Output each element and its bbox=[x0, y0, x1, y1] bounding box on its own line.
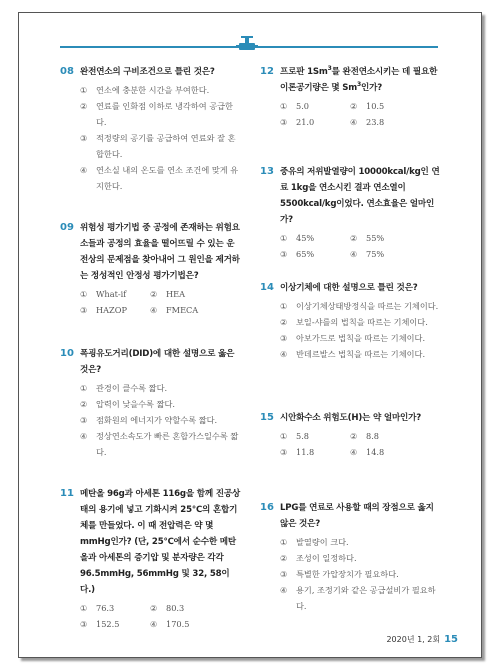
question-text: 프로판 1Sm$^3$를 완전연소시키는 데 필요한 이론공기량은 몇 Sm$^3$인가? bbox=[280, 65, 438, 93]
exam-date: 2020년 1, 2회 bbox=[386, 635, 441, 644]
option-1[interactable]: ① 연소에 충분한 시간을 부여한다. bbox=[80, 85, 210, 95]
option-3[interactable]: ③ 65% bbox=[280, 249, 315, 259]
option-2[interactable]: ② 10.5 bbox=[350, 101, 385, 111]
question-text: 이상기체에 대한 설명으로 틀린 것은? bbox=[280, 283, 418, 293]
question-text: 메탄올 96g과 아세톤 116g을 함께 진공상태의 용기에 넣고 기화시켜 25℃의 혼합기체를 만들었다. 이 때 전압력은 약 몇 mmHg인가? (단, 25℃에서 순수한 메탄올과 아세톤의 증기압 및 분자량은 각각 96.5mmHg, 56mmHg 및 32, 58이다.) bbox=[80, 489, 241, 595]
option-4[interactable]: ④ 14.8 bbox=[350, 447, 385, 457]
page-footer bbox=[386, 634, 458, 645]
question-11 bbox=[60, 486, 242, 632]
question-text: 완전연소의 구비조건으로 틀린 것은? bbox=[80, 67, 215, 77]
question-number: 10 bbox=[60, 348, 74, 359]
option-3[interactable]: ③ 점화원의 에너지가 약할수록 짧다. bbox=[80, 415, 218, 425]
option-2[interactable]: ② 8.8 bbox=[350, 431, 380, 441]
question-number: 14 bbox=[260, 282, 274, 293]
option-1[interactable]: ① 발열량이 크다. bbox=[280, 537, 349, 547]
option-1[interactable]: ① What-if bbox=[80, 289, 127, 299]
question-number: 13 bbox=[260, 166, 274, 177]
question-14 bbox=[260, 280, 442, 362]
option-2[interactable]: ② 압력이 낮을수록 짧다. bbox=[80, 399, 175, 409]
option-3[interactable]: ③ 아보가드로 법칙을 따르는 기체이다. bbox=[280, 333, 426, 343]
option-1[interactable]: ① 관경이 클수록 짧다. bbox=[80, 383, 168, 393]
question-13 bbox=[260, 164, 442, 262]
option-4[interactable]: ④ 연소실 내의 온도를 연소 조건에 맞게 유지한다. bbox=[80, 165, 239, 191]
option-3[interactable]: ③ 특별한 가압장치가 필요하다. bbox=[280, 569, 399, 579]
page-number: 15 bbox=[444, 634, 458, 645]
option-2[interactable]: ② 연료를 인화점 이하로 냉각하여 공급한다. bbox=[80, 101, 233, 127]
question-number: 12 bbox=[260, 66, 274, 77]
question-16 bbox=[260, 500, 442, 614]
question-number: 08 bbox=[60, 66, 74, 77]
question-08 bbox=[60, 64, 242, 194]
option-1[interactable]: ① 5.8 bbox=[280, 431, 310, 441]
option-3[interactable]: ③ 152.5 bbox=[80, 619, 120, 629]
question-09 bbox=[60, 220, 242, 318]
question-15 bbox=[260, 410, 442, 460]
option-4[interactable]: ④ 75% bbox=[350, 249, 385, 259]
question-number: 15 bbox=[260, 412, 274, 423]
option-4[interactable]: ④ 170.5 bbox=[150, 619, 190, 629]
option-1[interactable]: ① 76.3 bbox=[80, 603, 115, 613]
option-4[interactable]: ④ 반데르발스 법칙을 따르는 기체이다. bbox=[280, 349, 426, 359]
question-text: 위험성 평가기법 중 공정에 존재하는 위험요소들과 공정의 효율을 떨어뜨릴 수 있는 운전상의 문제점을 찾아내어 그 원인을 제거하는 정성적인 안정성 평가기법은? bbox=[80, 223, 240, 281]
option-2[interactable]: ② 조성이 일정하다. bbox=[280, 553, 357, 563]
option-4[interactable]: ④ FMECA bbox=[150, 305, 199, 315]
question-number: 09 bbox=[60, 222, 74, 233]
question-text: LPG를 연료로 사용할 때의 장점으로 옳지 않은 것은? bbox=[280, 503, 434, 529]
option-4[interactable]: ④ 정상연소속도가 빠른 혼합가스일수록 짧다. bbox=[80, 431, 239, 457]
question-text: 중유의 저위발열량이 10000kcal/kg인 연료 1kg을 연소시킨 결과 연소열이 5500kcal/kg이었다. 연소효율은 얼마인가? bbox=[280, 167, 440, 225]
question-10 bbox=[60, 346, 242, 460]
option-2[interactable]: ② HEA bbox=[150, 289, 186, 299]
option-2[interactable]: ② 보일-샤를의 법칙을 따르는 기체이다. bbox=[280, 317, 428, 327]
option-3[interactable]: ③ HAZOP bbox=[80, 305, 127, 315]
option-3[interactable]: ③ 적정량의 공기를 공급하여 연료와 잘 혼합한다. bbox=[80, 133, 236, 159]
option-4[interactable]: ④ 용기, 조정기와 같은 공급설비가 필요하다. bbox=[280, 585, 436, 611]
option-1[interactable]: ① 45% bbox=[280, 233, 315, 243]
option-4[interactable]: ④ 23.8 bbox=[350, 117, 385, 127]
question-text: 폭굉유도거리(DID)에 대한 설명으로 옳은 것은? bbox=[80, 349, 235, 375]
option-2[interactable]: ② 55% bbox=[350, 233, 385, 243]
option-1[interactable]: ① 이상기체상태방정식을 따르는 기체이다. bbox=[280, 301, 439, 311]
question-text: 시안화수소 위험도(H)는 약 얼마인가? bbox=[280, 413, 422, 423]
option-1[interactable]: ① 5.0 bbox=[280, 101, 310, 111]
valve-icon bbox=[236, 36, 258, 56]
question-12 bbox=[260, 64, 442, 130]
option-3[interactable]: ③ 21.0 bbox=[280, 117, 315, 127]
question-number: 11 bbox=[60, 488, 74, 499]
option-3[interactable]: ③ 11.8 bbox=[280, 447, 315, 457]
option-2[interactable]: ② 80.3 bbox=[150, 603, 185, 613]
question-number: 16 bbox=[260, 502, 274, 513]
